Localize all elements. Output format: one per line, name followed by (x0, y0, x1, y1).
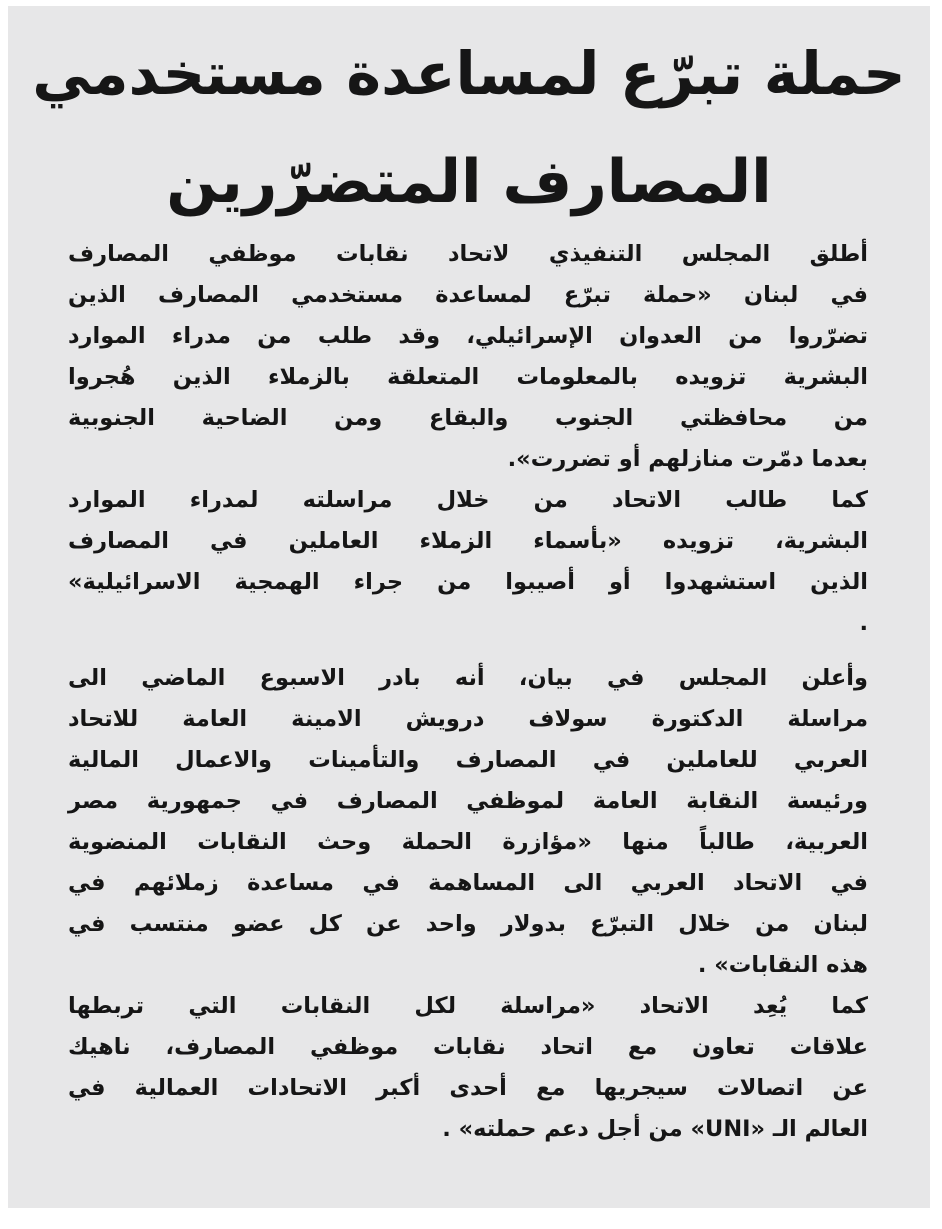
text-line: في الاتحاد العربي الى المساهمة في مساعدة زملائهم في (68, 870, 868, 896)
text-line: البشرية تزويده بالمعلومات المتعلقة بالزملاء الذين هُجروا (68, 364, 868, 390)
text-line: في لبنان «حملة تبرّع لمساعدة مستخدمي المصارف الذين (68, 282, 868, 308)
text-line: العربية، طالباً منها «مؤازرة الحملة وحث النقابات المنضوية (68, 829, 868, 855)
text-line: وأعلن المجلس في بيان، أنه بادر الاسبوع الماضي الى (68, 665, 868, 691)
text-line: من محافظتي الجنوب والبقاع ومن الضاحية الجنوبية (68, 405, 868, 431)
paragraph-2 (68, 480, 868, 644)
paragraph-3 (68, 658, 868, 986)
text-line: علاقات تعاون مع اتحاد نقابات موظفي المصارف، ناهيك (68, 1034, 868, 1060)
text-line: كما طالب الاتحاد من خلال مراسلته لمدراء الموارد (68, 487, 868, 513)
paragraph-gap (68, 644, 868, 658)
text-line: . (859, 610, 868, 636)
text-line: عن اتصالات سيجريها مع أحدى أكبر الاتحادات العمالية في (68, 1075, 868, 1101)
text-line: العالم الـ «UNI» من أجل دعم حملته» . (442, 1116, 868, 1142)
paragraph-1 (68, 234, 868, 480)
paragraph-4 (68, 986, 868, 1150)
headline-line-2: المصارف المتضرّرين (166, 147, 772, 217)
text-line: العربي للعاملين في المصارف والتأمينات والاعمال المالية (68, 747, 868, 773)
text-line: أطلق المجلس التنفيذي لاتحاد نقابات موظفي المصارف (68, 241, 868, 267)
text-line: البشرية، تزويده «بأسماء الزملاء العاملين في المصارف (68, 528, 868, 554)
text-line: بعدما دمّرت منازلهم أو تضررت». (507, 446, 868, 472)
article-body (68, 234, 868, 1150)
text-line: تضرّروا من العدوان الإسرائيلي، وقد طلب من مدراء الموارد (68, 323, 868, 349)
headline-line-1: حملة تبرّع لمساعدة مستخدمي (32, 39, 906, 108)
newspaper-clipping (8, 6, 930, 1208)
text-line: الذين استشهدوا أو أصيبوا من جراء الهمجية الاسرائيلية» (68, 569, 868, 595)
text-line: لبنان من خلال التبرّع بدولار واحد عن كل عضو منتسب في (68, 911, 868, 937)
text-line: ورئيسة النقابة العامة لموظفي المصارف في جمهورية مصر (68, 788, 868, 814)
text-line: مراسلة الدكتورة سولاف درويش الامينة العامة للاتحاد (68, 706, 868, 732)
text-line: كما يُعِد الاتحاد «مراسلة لكل النقابات التي تربطها (68, 993, 868, 1019)
article-headline (28, 20, 910, 236)
text-line: هذه النقابات» . (697, 952, 868, 978)
